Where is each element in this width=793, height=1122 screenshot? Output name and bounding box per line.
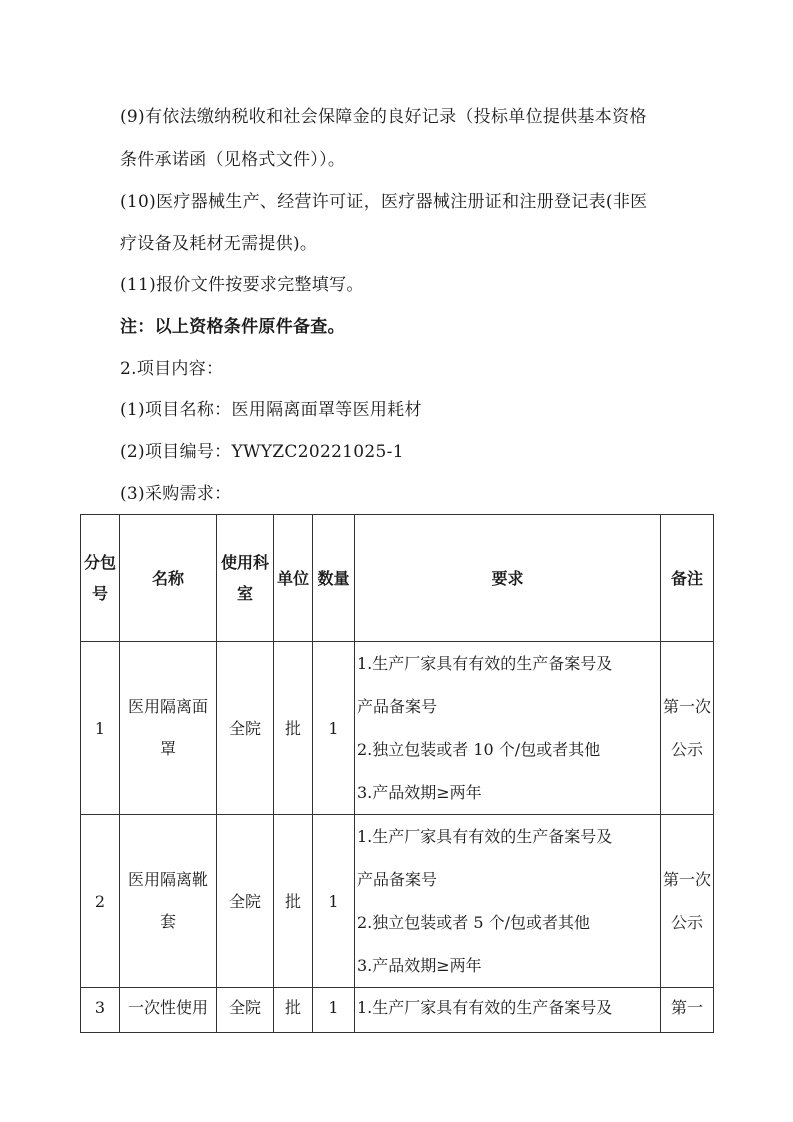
qualification-note: 注：以上资格条件原件备查。 <box>120 317 345 337</box>
project-name: (1)项目名称：医用隔离面罩等医用耗材 <box>120 400 422 420</box>
project-code: (2)项目编号：YWYZC20221025-1 <box>120 442 404 462</box>
cell-remark: 第一次公示 <box>661 815 714 988</box>
procurement-table <box>80 514 714 1033</box>
paragraph-10-line1: (10)医疗器械生产、经营许可证，医疗器械注册证和注册登记表(非医 <box>120 192 648 212</box>
req-line: 1.生产厂家具有有效的生产备案号及 <box>357 998 613 1017</box>
cell-remark: 第一 <box>661 988 714 1033</box>
header-name: 名称 <box>120 515 217 642</box>
cell-name: 医用隔离面罩 <box>120 642 217 815</box>
cell-qty: 1 <box>313 988 355 1033</box>
header-unit: 单位 <box>274 515 313 642</box>
header-req: 要求 <box>355 515 661 642</box>
cell-unit: 批 <box>274 815 313 988</box>
cell-package: 3 <box>81 988 120 1033</box>
cell-dept: 全院 <box>217 988 274 1033</box>
cell-package: 2 <box>81 815 120 988</box>
req-line: 产品备案号 <box>357 870 438 889</box>
req-line: 3.产品效期≥两年 <box>357 783 482 802</box>
req-line: 1.生产厂家具有有效的生产备案号及 <box>357 827 613 846</box>
cell-remark: 第一次公示 <box>661 642 714 815</box>
paragraph-11: (11)报价文件按要求完整填写。 <box>120 275 364 295</box>
req-line: 产品备案号 <box>357 697 438 716</box>
cell-name: 一次性使用 <box>120 988 217 1033</box>
cell-dept: 全院 <box>217 642 274 815</box>
table-header-row <box>81 515 714 642</box>
cell-unit: 批 <box>274 642 313 815</box>
header-dept: 使用科室 <box>217 515 274 642</box>
cell-package: 1 <box>81 642 120 815</box>
cell-dept: 全院 <box>217 815 274 988</box>
cell-qty: 1 <box>313 815 355 988</box>
req-line: 1.生产厂家具有有效的生产备案号及 <box>357 654 613 673</box>
header-remark: 备注 <box>661 515 714 642</box>
header-package: 分包号 <box>81 515 120 642</box>
header-qty: 数量 <box>313 515 355 642</box>
cell-req <box>355 815 661 988</box>
req-line: 3.产品效期≥两年 <box>357 956 482 975</box>
req-line: 2.独立包装或者 5 个/包或者其他 <box>357 913 591 932</box>
paragraph-10-line2: 疗设备及耗材无需提供)。 <box>120 234 318 254</box>
table-row <box>81 988 714 1033</box>
paragraph-9-line1: (9)有依法缴纳税收和社会保障金的良好记录（投标单位提供基本资格 <box>120 107 647 127</box>
cell-req <box>355 642 661 815</box>
cell-qty: 1 <box>313 642 355 815</box>
procurement-label: (3)采购需求： <box>120 484 232 504</box>
cell-unit: 批 <box>274 988 313 1033</box>
table-row <box>81 815 714 988</box>
cell-req <box>355 988 661 1033</box>
table-row <box>81 642 714 815</box>
paragraph-9-line2: 条件承诺函（见格式文件））。 <box>120 150 346 170</box>
section-heading: 2.项目内容： <box>120 359 224 379</box>
req-line: 2.独立包装或者 10 个/包或者其他 <box>357 740 601 759</box>
cell-name: 医用隔离靴套 <box>120 815 217 988</box>
